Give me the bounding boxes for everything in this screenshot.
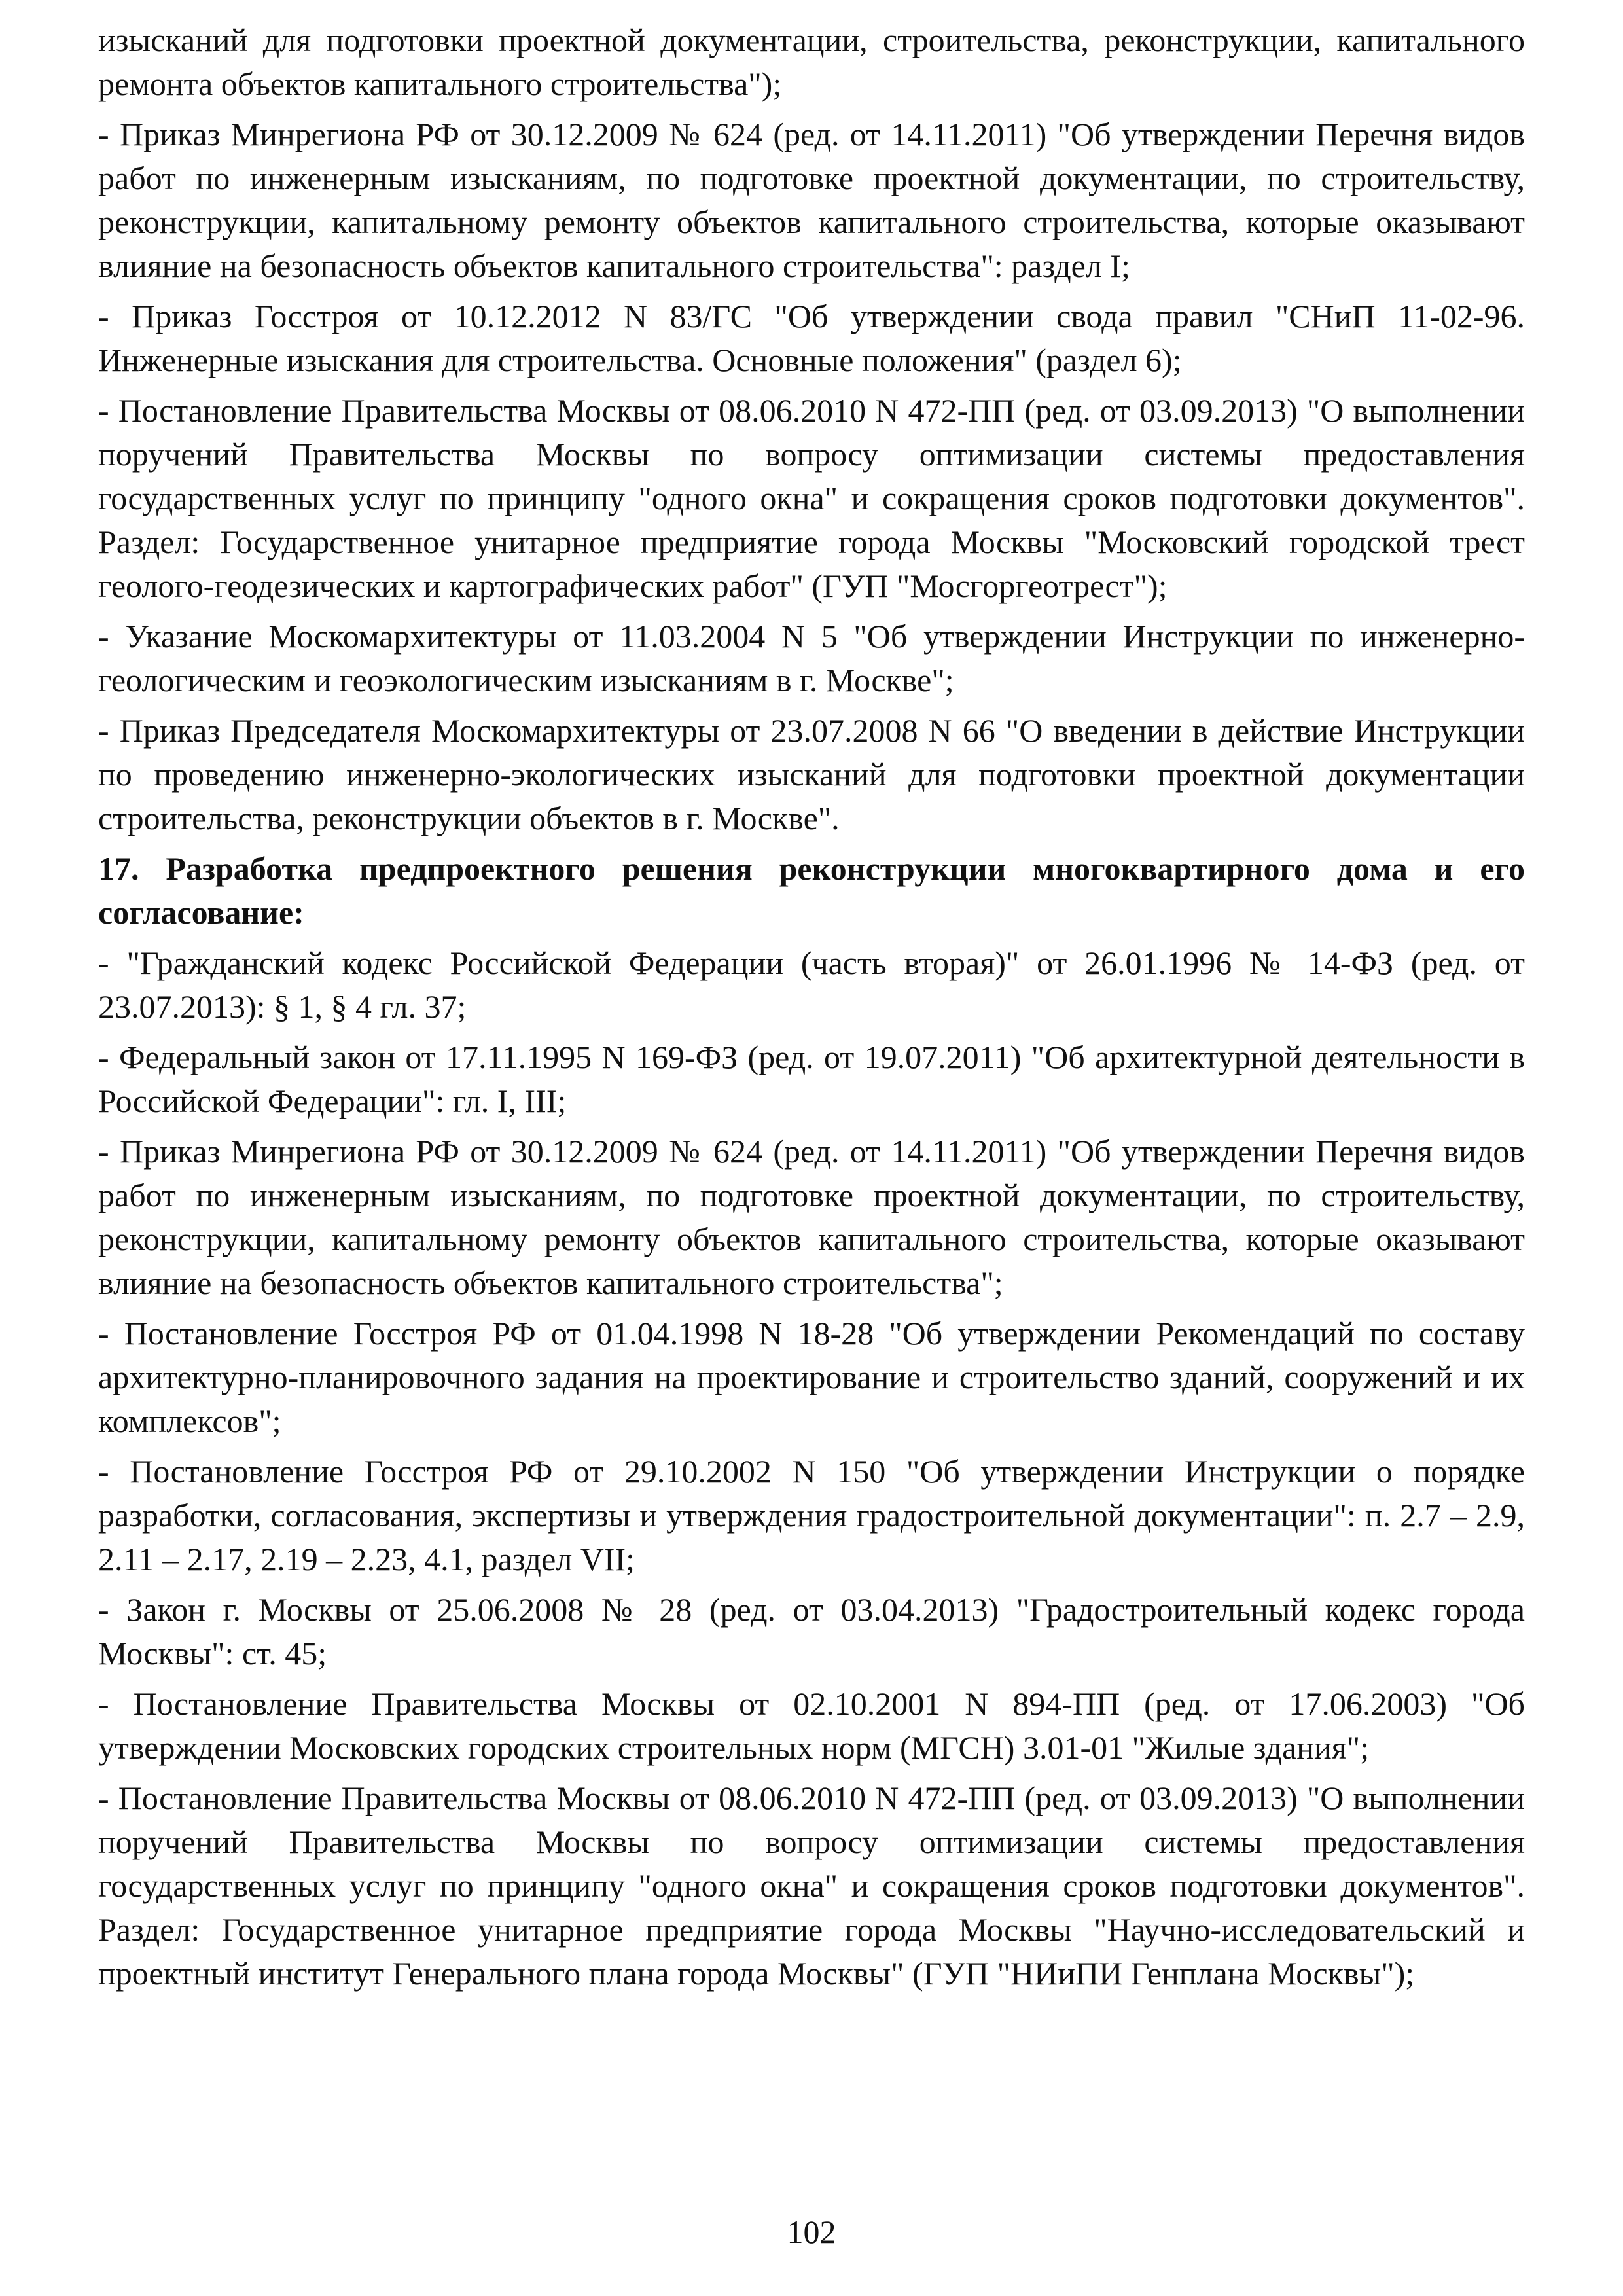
paragraph: - Приказ Минрегиона РФ от 30.12.2009 № 624 (ред. от 14.11.2011) "Об утверждении Перечня видов работ по инженерным изысканиям, по подготовке проектной документации, по строительству, реконструкции, капитальному ремонту объектов капитального строительства, которые оказывают влияние на безопасность объектов капитального строительства": раздел I; xyxy=(98,116,1525,284)
paragraph: - Указание Москомархитектуры от 11.03.2004 N 5 "Об утверждении Инструкции по инженерно-геологическим и геоэкологическим изысканиям в г. Москве"; xyxy=(98,618,1525,698)
paragraph: - Федеральный закон от 17.11.1995 N 169-ФЗ (ред. от 19.07.2011) "Об архитектурной деятельности в Российской Федерации": гл. I, III; xyxy=(98,1039,1525,1119)
paragraph: изысканий для подготовки проектной документации, строительства, реконструкции, капитального ремонта объектов капитального строительства"); xyxy=(98,22,1525,102)
paragraph: - Приказ Минрегиона РФ от 30.12.2009 № 624 (ред. от 14.11.2011) "Об утверждении Перечня видов работ по инженерным изысканиям, по подготовке проектной документации, по строительству, реконструкции, капитальному ремонту объектов капитального строительства, которые оказывают влияние на безопасность объектов капитального строительства"; xyxy=(98,1133,1525,1301)
paragraph: - Закон г. Москвы от 25.06.2008 № 28 (ред. от 03.04.2013) "Градостроительный кодекс города Москвы": ст. 45; xyxy=(98,1591,1525,1672)
page-number: 102 xyxy=(787,2214,836,2250)
document-body xyxy=(98,18,1525,2002)
paragraph: - Постановление Правительства Москвы от 02.10.2001 N 894-ПП (ред. от 17.06.2003) "Об утверждении Московских городских строительных норм (МГСН) 3.01-01 "Жилые здания"; xyxy=(98,1685,1525,1766)
paragraph: - Постановление Правительства Москвы от 08.06.2010 N 472-ПП (ред. от 03.09.2013) "О выполнении поручений Правительства Москвы по вопросу оптимизации системы предоставления государственных услуг по принципу "одного окна" и сокращения сроков подготовки документов". Раздел: Государственное унитарное предприятие города Москвы "Научно-исследовательский и проектный институт Генерального плана города Москвы" (ГУП "НИиПИ Генплана Москвы"); xyxy=(98,1780,1525,1992)
paragraph: - "Гражданский кодекс Российской Федерации (часть вторая)" от 26.01.1996 № 14-ФЗ (ред. от 23.07.2013): § 1, § 4 гл. 37; xyxy=(98,944,1525,1025)
paragraph: - Постановление Правительства Москвы от 08.06.2010 N 472-ПП (ред. от 03.09.2013) "О выполнении поручений Правительства Москвы по вопросу оптимизации системы предоставления государственных услуг по принципу "одного окна" и сокращения сроков подготовки документов". Раздел: Государственное унитарное предприятие города Москвы "Московский городской трест геолого-геодезических и картографических работ" (ГУП "Мосгоргеотрест"); xyxy=(98,392,1525,604)
paragraph: - Приказ Госстроя от 10.12.2012 N 83/ГС "Об утверждении свода правил "СНиП 11-02-96. Инженерные изыскания для строительства. Основные положения" (раздел 6); xyxy=(98,298,1525,378)
paragraph: - Приказ Председателя Москомархитектуры от 23.07.2008 N 66 "О введении в действие Инструкции по проведению инженерно-экологических изысканий для подготовки проектной документации строительства, реконструкции объектов в г. Москве". xyxy=(98,712,1525,836)
paragraph: - Постановление Госстроя РФ от 29.10.2002 N 150 "Об утверждении Инструкции о порядке разработки, согласования, экспертизы и утверждения градостроительной документации": п. 2.7 – 2.9, 2.11 – 2.17, 2.19 – 2.23, 4.1, раздел VII; xyxy=(98,1453,1525,1577)
paragraph: - Постановление Госстроя РФ от 01.04.1998 N 18-28 "Об утверждении Рекомендаций по составу архитектурно-планировочного задания на проектирование и строительство зданий, сооружений и их комплексов"; xyxy=(98,1315,1525,1439)
section-heading: 17. Разработка предпроектного решения реконструкции многоквартирного дома и его согласование: xyxy=(98,850,1525,931)
